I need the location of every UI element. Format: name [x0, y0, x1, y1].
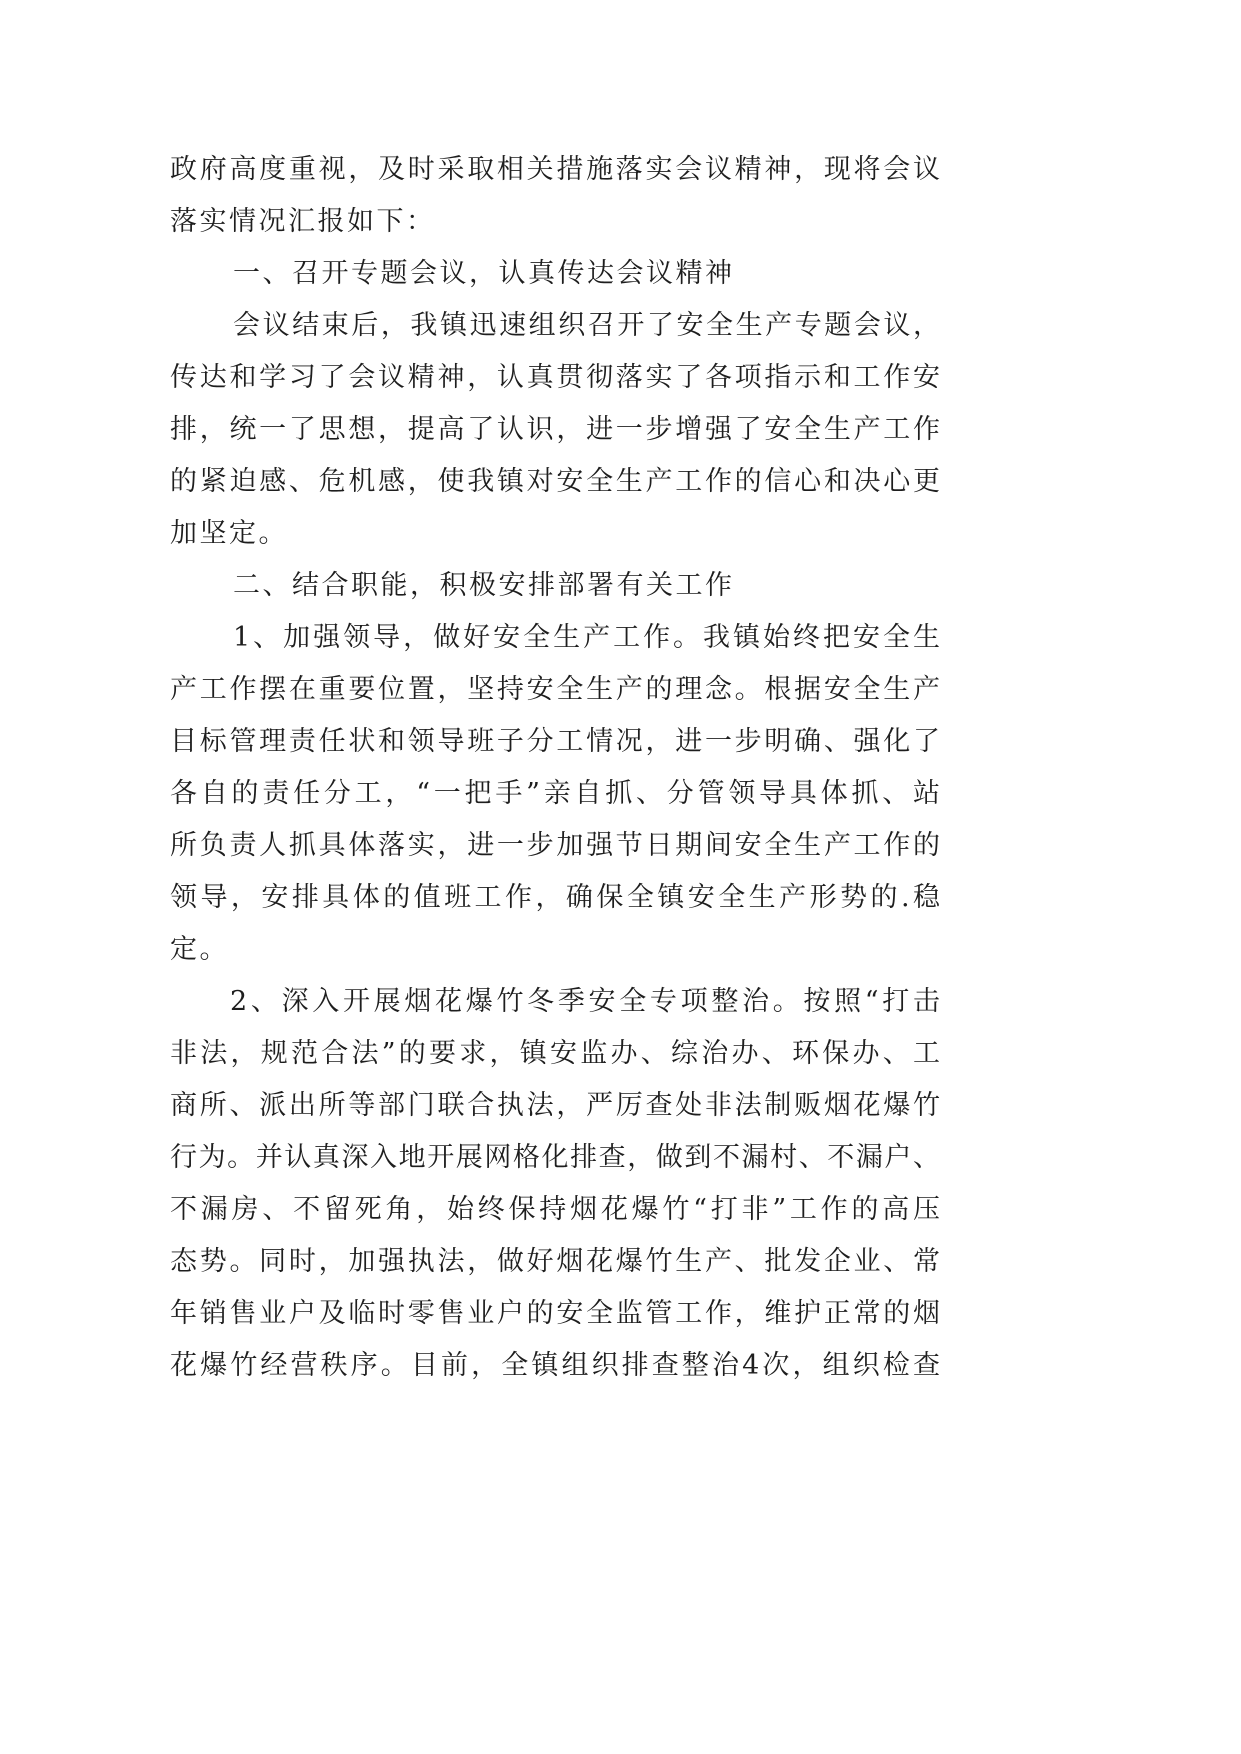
text-line: 会议结束后，我镇迅速组织召开了安全生产专题会议， [233, 310, 940, 341]
paragraph [170, 976, 940, 1392]
text-line: 传达和学习了会议精神，认真贯彻落实了各项指示和工作安 [170, 362, 940, 393]
text-line: 落实情况汇报如下： [170, 206, 436, 237]
text-line: 产工作摆在重要位置，坚持安全生产的理念。根据安全生产 [170, 674, 940, 705]
text-line: 非法，规范合法”的要求，镇安监办、综治办、环保办、工 [170, 1038, 940, 1069]
section-heading [170, 560, 940, 612]
text-line: 的紧迫感、危机感，使我镇对安全生产工作的信心和决心更 [170, 466, 940, 497]
text-line: 排，统一了思想，提高了认识，进一步增强了安全生产工作 [170, 414, 940, 445]
section-heading [170, 248, 940, 300]
text-line: 所负责人抓具体落实，进一步加强节日期间安全生产工作的 [170, 830, 940, 861]
text-line: 定。 [170, 934, 229, 965]
text-line: 2、深入开展烟花爆竹冬季安全专项整治。按照“打击 [230, 986, 940, 1017]
paragraph [170, 612, 940, 976]
text-line: 不漏房、不留死角，始终保持烟花爆竹“打非”工作的高压 [170, 1194, 940, 1225]
text-line: 花爆竹经营秩序。目前，全镇组织排查整治4次，组织检查 [170, 1350, 940, 1381]
text-line: 政府高度重视，及时采取相关措施落实会议精神，现将会议 [170, 154, 940, 185]
text-line: 各自的责任分工，“一把手”亲自抓、分管领导具体抓、站 [170, 778, 940, 809]
paragraph [170, 300, 940, 560]
paragraph [170, 144, 940, 248]
text-line: 态势。同时，加强执法，做好烟花爆竹生产、批发企业、常 [170, 1246, 940, 1277]
body-text [170, 144, 940, 1392]
heading-line: 二、结合职能，积极安排部署有关工作 [233, 570, 735, 601]
text-line: 行为。并认真深入地开展网格化排查，做到不漏村、不漏户、 [170, 1142, 940, 1173]
heading-line: 一、召开专题会议，认真传达会议精神 [233, 258, 735, 289]
text-line: 领导，安排具体的值班工作，确保全镇安全生产形势的.稳 [170, 882, 940, 913]
text-line: 1、加强领导，做好安全生产工作。我镇始终把安全生 [233, 622, 940, 653]
text-line: 目标管理责任状和领导班子分工情况，进一步明确、强化了 [170, 726, 940, 757]
text-line: 加坚定。 [170, 518, 288, 549]
text-line: 年销售业户及临时零售业户的安全监管工作，维护正常的烟 [170, 1298, 940, 1329]
text-line: 商所、派出所等部门联合执法，严厉查处非法制贩烟花爆竹 [170, 1090, 940, 1121]
